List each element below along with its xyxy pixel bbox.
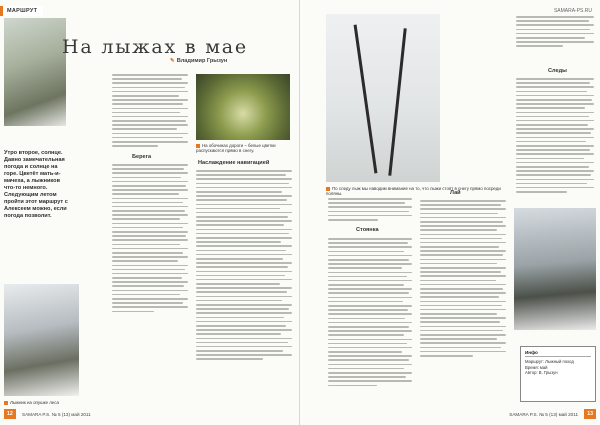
footer-left: SAMARA P.S. № 5 (13) май 2011 — [22, 412, 91, 417]
article-title: На лыжах в мае — [62, 36, 248, 58]
body-column-5 — [420, 200, 506, 359]
lead-paragraph: Утро второе, солнце. Давно замечательная погода и солнце на горе. Цветёт мать-и-мачеха, а лыжников что-то немного. Следующим летом пройти этот маршрут с Алексеем можно, если погода позволит. — [4, 150, 68, 219]
info-box — [520, 346, 596, 402]
author-name: Владимир Грызун — [176, 58, 228, 64]
footer-right: SAMARA P.S. № 5 (13) май 2011 — [509, 412, 578, 417]
page-number-right: 13 — [584, 409, 596, 419]
body-column-3b — [516, 78, 594, 195]
subhead-right-3: Следы — [548, 68, 567, 74]
body-column-2 — [196, 170, 292, 363]
subhead-right-1: Стоянка — [356, 227, 379, 233]
page-number-left: 12 — [4, 409, 16, 419]
subhead-right-2: Лай — [450, 190, 461, 196]
pen-icon: ✎ — [170, 58, 175, 64]
photo-skis-in-snow — [326, 14, 440, 182]
info-row: Автор: В. Грызун — [525, 370, 558, 376]
site-tag: SAMARA-PS.RU — [553, 8, 592, 14]
subhead-left-1: Берега — [132, 154, 152, 160]
caption-flower: На обочинах дороги – белые цветки распускаются прямо в снегу. — [196, 143, 276, 154]
body-column-1b — [112, 164, 188, 315]
photo-flower — [196, 74, 290, 140]
caption-marker-icon — [196, 144, 200, 148]
photo-skier-forest — [4, 18, 66, 126]
body-column-4b — [328, 238, 412, 389]
caption-marker-icon — [4, 401, 8, 405]
byline — [170, 58, 227, 64]
info-row: Маршрут: Лыжный поход — [525, 359, 574, 364]
photo-skier-trail — [514, 208, 596, 330]
right-page — [300, 0, 600, 425]
photo-skier-edge — [4, 284, 79, 396]
body-column-1 — [112, 74, 188, 149]
caption-marker-icon — [326, 187, 330, 191]
caption-skier: Лыжник на опушке леса — [4, 400, 80, 405]
body-column-4 — [328, 198, 412, 223]
info-row: Время: май — [525, 364, 548, 370]
info-box-header: Инфо — [525, 350, 591, 357]
caption-skis: По следу лыж мы наводим внимание на то, что лыжи стоят в снегу прямо посреди поляны. — [326, 186, 501, 197]
section-tab: МАРШРУТ — [0, 6, 43, 16]
subhead-left-2: Наслаждение навигацией — [198, 160, 270, 166]
body-column-3 — [516, 16, 594, 50]
